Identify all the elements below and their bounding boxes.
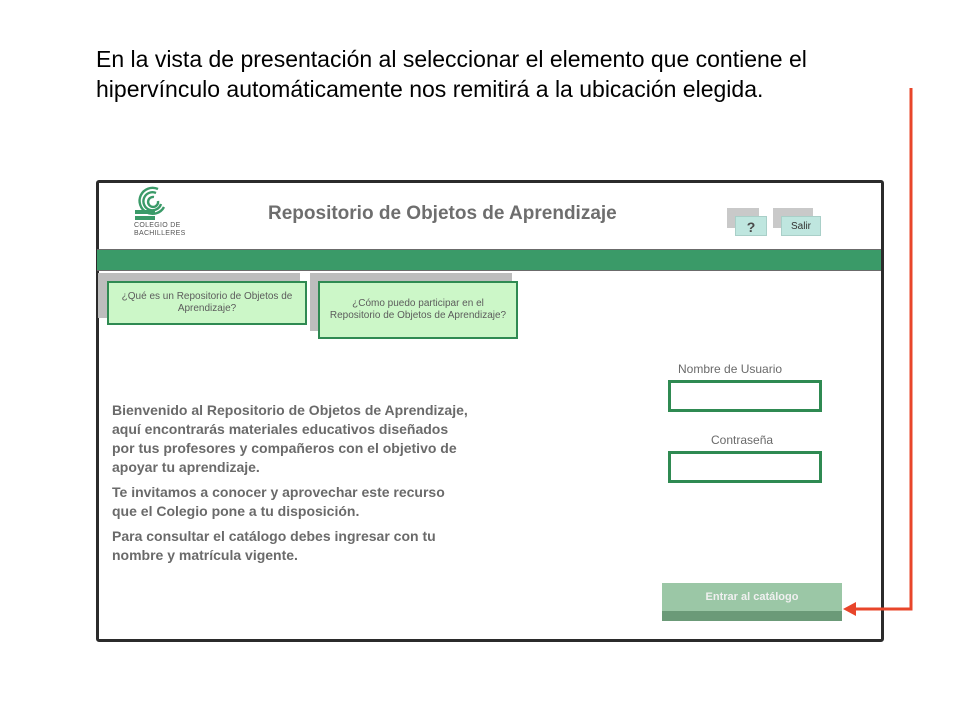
welcome-paragraph: Bienvenido al Repositorio de Objetos de Aprendizaje, aquí encontrarás materiales educativos diseñados por tus profesores y compañeros con el objetivo de apoyar tu aprendizaje. — [112, 402, 468, 475]
how-to-participate-label: ¿Cómo puedo participar en el Repositorio de Objetos de Aprendizaje? — [329, 298, 507, 321]
what-is-repository-label: ¿Qué es un Repositorio de Objetos de Aprendizaje? — [121, 291, 293, 314]
password-label: Contraseña — [711, 433, 774, 447]
page-title: Repositorio de Objetos de Aprendizaje — [268, 203, 617, 224]
slide-caption: En la vista de presentación al seleccionar el elemento que contiene el hipervínculo automáticamente nos remitirá a la ubicación elegida. — [96, 46, 807, 102]
enter-catalog-button[interactable]: Entrar al catálogo — [662, 583, 842, 611]
login-instructions-paragraph: Para consultar el catálogo debes ingresar con tu nombre y matrícula vigente. — [112, 528, 436, 563]
exit-button[interactable]: Salir — [781, 216, 821, 236]
logo-text: COLEGIO DE BACHILLERES — [134, 222, 186, 237]
username-label: Nombre de Usuario — [678, 362, 783, 376]
invite-paragraph: Te invitamos a conocer y aprovechar este recurso que el Colegio pone a tu disposición. — [112, 484, 445, 519]
help-button[interactable]: ? — [735, 216, 767, 236]
